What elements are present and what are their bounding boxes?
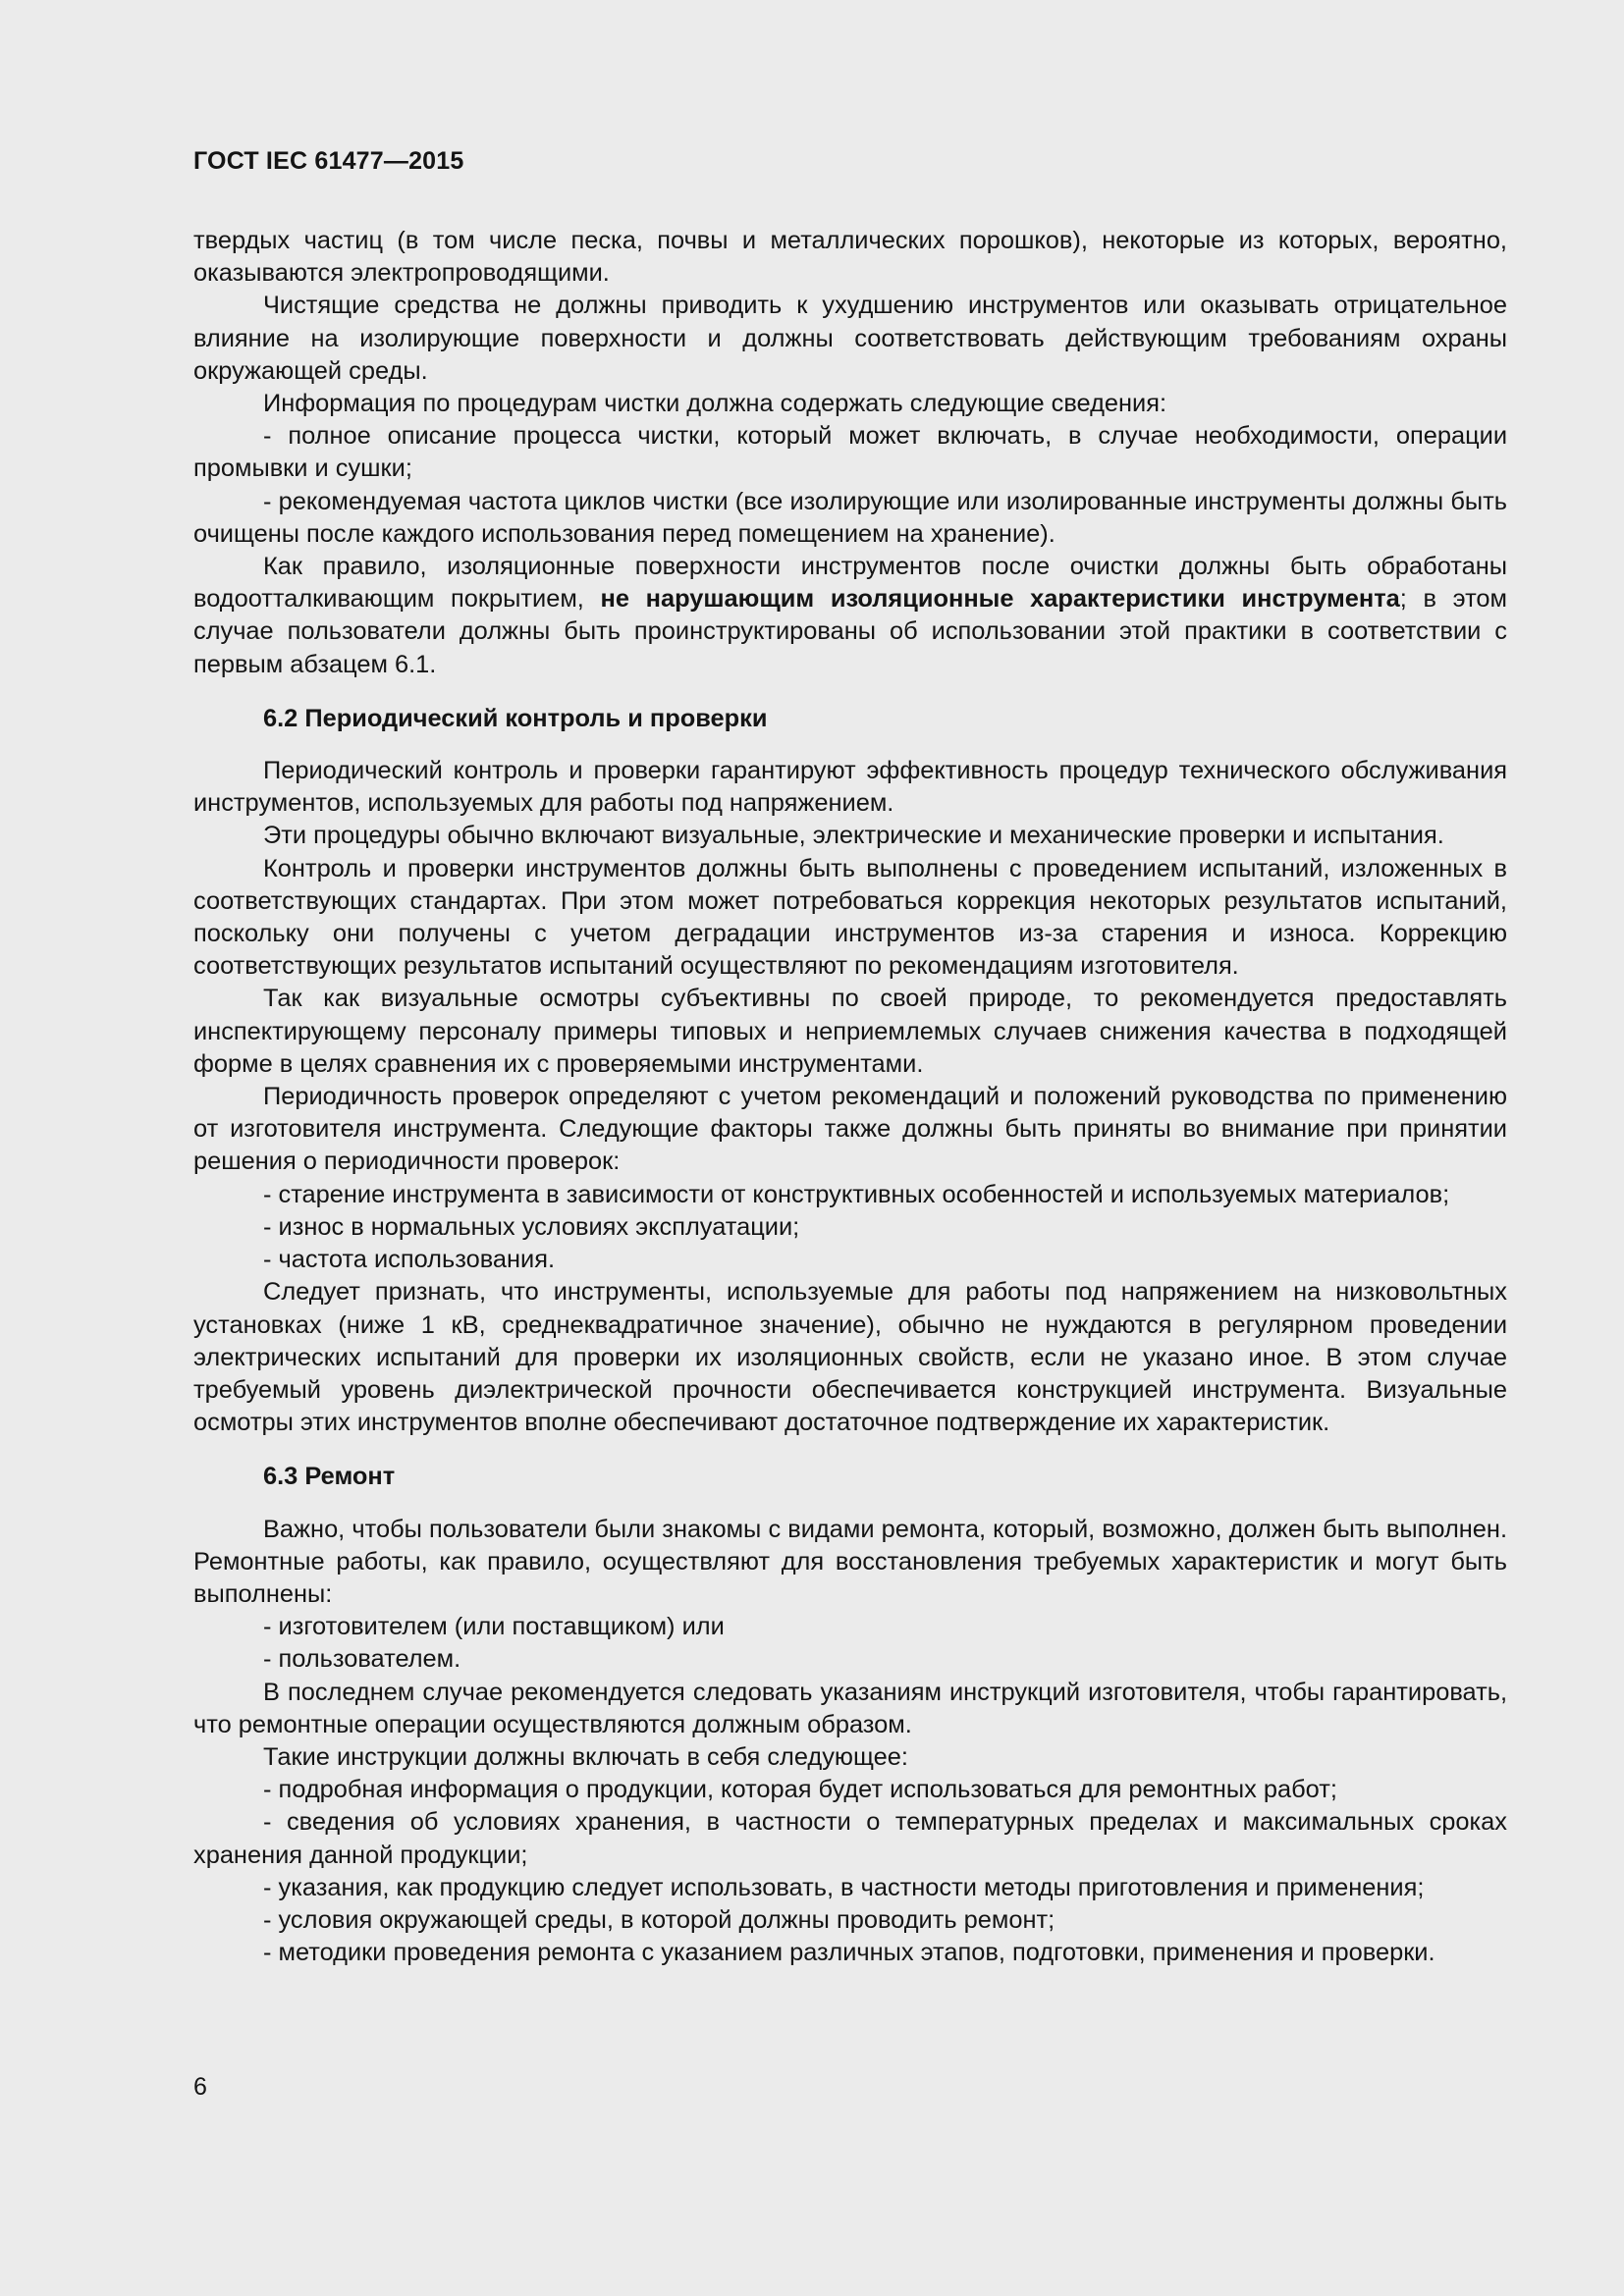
bold-emphasis: не нарушающим изоляционные характеристики инструмента (600, 585, 1400, 614)
paragraph: твердых частиц (в том числе песка, почвы и металлических порошков), некоторые из которых, вероятно, оказываются электропроводящими. (193, 227, 1507, 288)
paragraph: Информация по процедурам чистки должна содержать следующие сведения: (263, 390, 1167, 418)
list-item: - подробная информация о продукции, которая будет использоваться для ремонтных работ; (263, 1776, 1337, 1804)
list-item: - частота использования. (263, 1246, 556, 1274)
page-number: 6 (193, 2073, 207, 2101)
section-heading-6-2: 6.2 Периодический контроль и проверки (263, 704, 768, 732)
list-item: - старение инструмента в зависимости от конструктивных особенностей и используемых материалов; (263, 1180, 1450, 1208)
list-item: - сведения об условиях хранения, в частности о температурных пределах и максимальных сроках хранения данной продукции; (193, 1808, 1507, 1869)
paragraph: Так как визуальные осмотры субъективны по своей природе, то рекомендуется предоставлять инспектирующему персоналу примеры типовых и неприемлемых случаев снижения качества в подходящей форме в целях сравнения их с проверяемыми инструментами. (193, 985, 1507, 1078)
list-item: - рекомендуемая частота циклов чистки (все изолирующие или изолированные инструменты должны быть очищены после каждого использования перед помещением на хранение). (193, 487, 1507, 548)
list-item: - полное описание процесса чистки, который может включать, в случае необходимости, операции промывки и сушки; (193, 422, 1507, 483)
paragraph: Такие инструкции должны включать в себя следующее: (263, 1742, 908, 1771)
paragraph: Важно, чтобы пользователи были знакомы с видами ремонта, который, возможно, должен быть выполнен. Ремонтные работы, как правило, осуществляют для восстановления требуемых характеристик и могут быть выполнены: (193, 1515, 1507, 1608)
paragraph: В последнем случае рекомендуется следовать указаниям инструкций изготовителя, чтобы гарантировать, что ремонтные операции осуществляются должным образом. (193, 1678, 1507, 1738)
paragraph: Эти процедуры обычно включают визуальные, электрические и механические проверки и испытания. (263, 822, 1444, 850)
document-code-header: ГОСТ IEC 61477—2015 (193, 147, 464, 175)
list-item: - указания, как продукцию следует использовать, в частности методы приготовления и применения; (263, 1873, 1425, 1901)
paragraph-text: ; в этом случае пользователи должны быть проинструктированы об использовании этой практики в соответствии с первым абзацем 6.1. (193, 585, 1507, 678)
list-item: - изготовителем (или поставщиком) или (263, 1613, 725, 1641)
paragraph: Периодический контроль и проверки гарантируют эффективность процедур технического обслуживания инструментов, используемых для работы под напряжением. (193, 757, 1507, 818)
paragraph-text: Как правило, изоляционные поверхности инструментов после очистки должны быть обработаны водоотталкивающим покрытием, (193, 553, 1507, 614)
list-item: - пользователем. (263, 1645, 461, 1674)
paragraph: Чистящие средства не должны приводить к ухудшению инструментов или оказывать отрицательное влияние на изолирующие поверхности и должны соответствовать действующим требованиям охраны окружающей среды. (193, 292, 1507, 385)
list-item: - условия окружающей среды, в которой должны проводить ремонт; (263, 1905, 1056, 1934)
paragraph: Периодичность проверок определяют с учетом рекомендаций и положений руководства по применению от изготовителя инструмента. Следующие факторы также должны быть приняты во внимание при принятии решения о периодичности проверок: (193, 1083, 1507, 1176)
list-item: - методики проведения ремонта с указанием различных этапов, подготовки, применения и проверки. (263, 1939, 1435, 1967)
paragraph: Контроль и проверки инструментов должны быть выполнены с проведением испытаний, изложенных в соответствующих стандартах. При этом может потребоваться коррекция некоторых результатов испытаний, поскольку они получены с учетом деградации инструментов из-за старения и износа. Коррекцию соответствующих результатов испытаний осуществляют по рекомендациям изготовителя. (193, 854, 1507, 981)
paragraph-waterproof (193, 551, 1507, 681)
list-item: - износ в нормальных условиях эксплуатации; (263, 1212, 800, 1241)
section-heading-6-3: 6.3 Ремонт (263, 1463, 396, 1491)
paragraph: Следует признать, что инструменты, используемые для работы под напряжением на низковольтных установках (ниже 1 кВ, среднеквадратичное значение), обычно не нуждаются в регулярном проведении электрических испытаний для проверки их изоляционных свойств, если не указано иное. В этом случае требуемый уровень диэлектрической прочности обеспечивается конструкцией инструмента. Визуальные осмотры этих инструментов вполне обеспечивают достаточное подтверждение их характеристик. (193, 1278, 1507, 1437)
document-body (193, 225, 1507, 1969)
